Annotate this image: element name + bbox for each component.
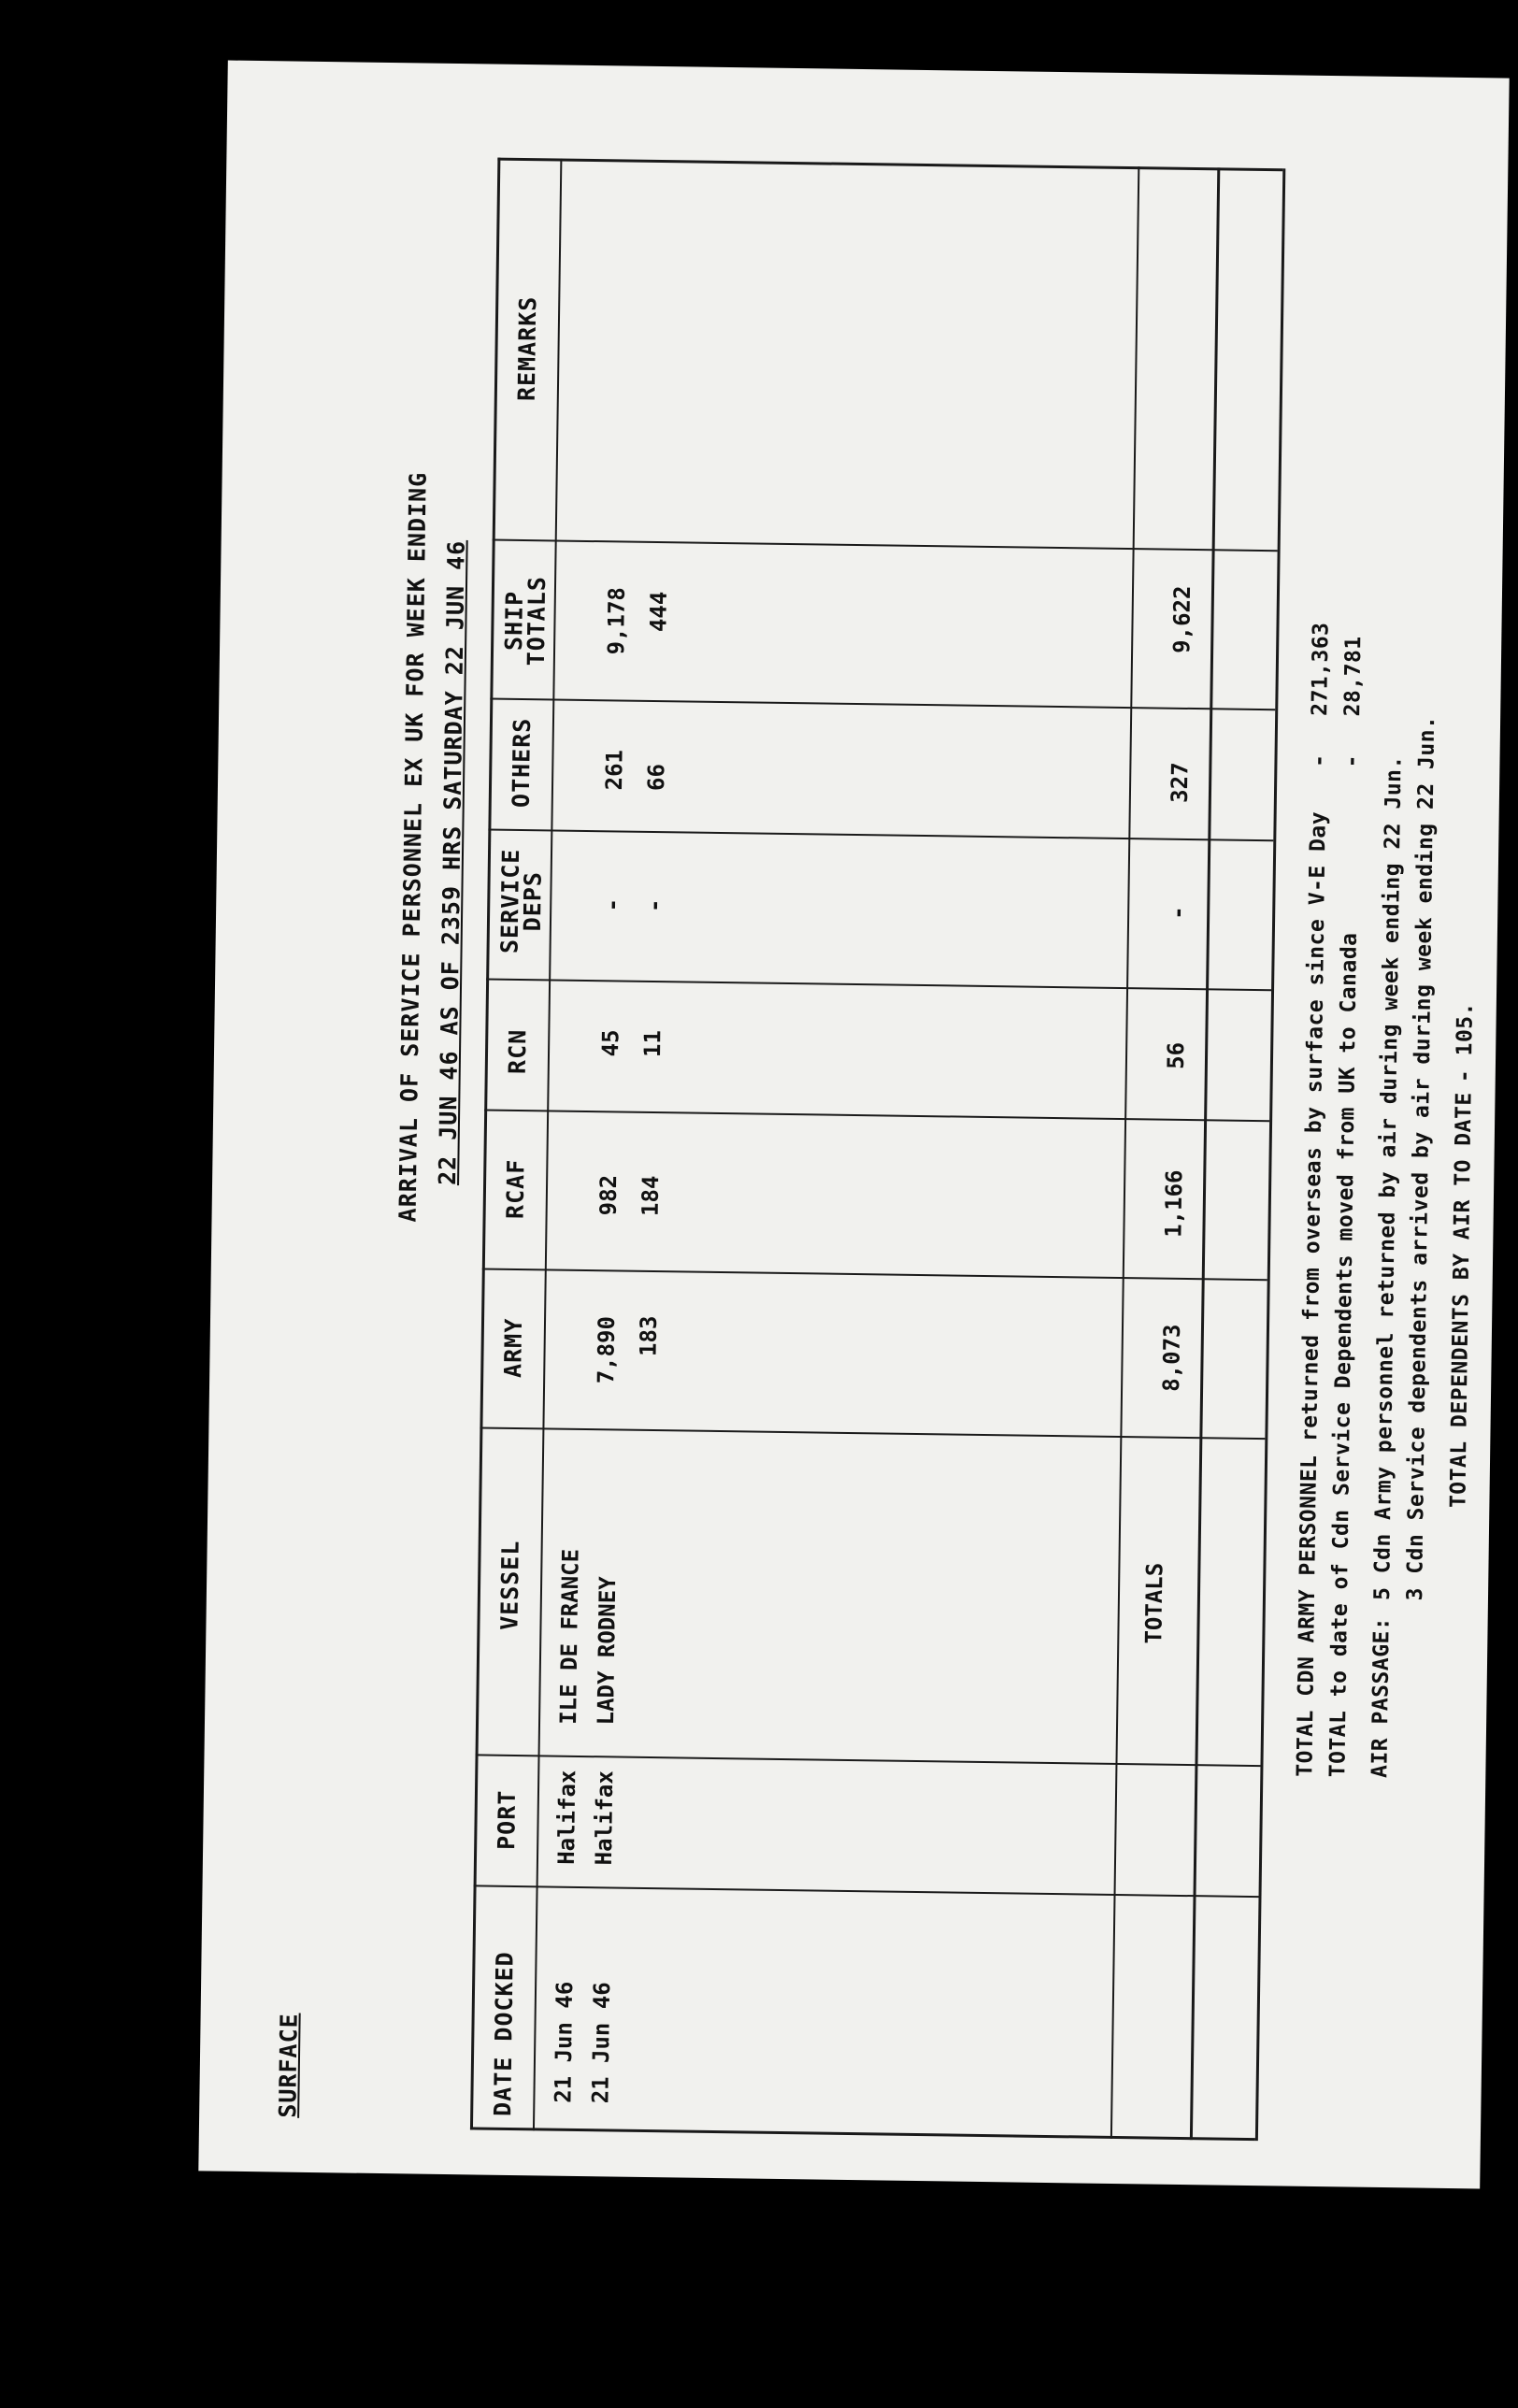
summary-line-army-value: 271,363 xyxy=(1308,622,1334,717)
col-header-vessel: VESSEL xyxy=(495,1540,524,1631)
totals-label: TOTALS xyxy=(1140,1562,1168,1644)
row1-rcaf: 982 xyxy=(594,1174,623,1216)
total-dependents-label: TOTAL DEPENDENTS BY AIR TO DATE xyxy=(1446,1092,1477,1509)
totals-rcn: 56 xyxy=(1162,1041,1190,1069)
row1-service-deps: - xyxy=(599,897,626,912)
row1-others: 261 xyxy=(600,749,628,791)
total-dependents-value: - 105. xyxy=(1452,1001,1478,1083)
row1-port: Halifax xyxy=(552,1770,581,1865)
summary-line-army: TOTAL CDN ARMY PERSONNEL returned from overseas by surface since V-E Day xyxy=(1293,810,1331,1777)
document-subtitle: 22 JUN 46 AS OF 2359 HRS SATURDAY 22 JUN 46 xyxy=(434,539,470,1186)
col-header-service-deps: SERVICE DEPS xyxy=(495,848,547,954)
totals-ship-totals: 9,622 xyxy=(1168,585,1196,654)
totals-rcaf: 1,166 xyxy=(1160,1169,1188,1238)
row1-army: 7,890 xyxy=(593,1315,621,1384)
row2-rcn: 11 xyxy=(638,1029,666,1058)
air-passage-label: AIR PASSAGE: xyxy=(1368,1616,1395,1779)
totals-others: 327 xyxy=(1166,762,1194,804)
col-header-army: ARMY xyxy=(499,1317,528,1379)
col-header-rcaf: RCAF xyxy=(501,1158,530,1220)
row1-rcn: 45 xyxy=(596,1029,624,1057)
row1-date: 21 Jun 46 xyxy=(550,1981,579,2103)
summary-line-dependents-value: 28,781 xyxy=(1340,636,1367,717)
totals-army: 8,073 xyxy=(1158,1324,1186,1392)
section-label: SURFACE xyxy=(274,2013,303,2118)
row1-vessel: ILE DE FRANCE xyxy=(555,1548,584,1725)
totals-service-deps: - xyxy=(1165,906,1192,921)
row2-service-deps: - xyxy=(641,898,668,913)
row2-port: Halifax xyxy=(590,1770,619,1866)
col-header-rcn: RCN xyxy=(503,1028,532,1075)
row2-vessel: LADY RODNEY xyxy=(593,1576,622,1726)
row2-army: 183 xyxy=(635,1315,663,1357)
document-title: ARRIVAL OF SERVICE PERSONNEL EX UK FOR WEEK ENDING xyxy=(394,471,432,1223)
air-passage-line-2: 3 Cdn Service dependents arrived by air during week ending 22 Jun. xyxy=(1402,715,1440,1601)
rotated-content xyxy=(269,146,1518,2154)
col-header-others: OTHERS xyxy=(507,717,537,809)
document-page xyxy=(198,61,1509,2189)
summary-line-dependents: TOTAL to date of Cdn Service Dependents moved from UK to Canada xyxy=(1325,932,1362,1778)
row2-rcaf: 184 xyxy=(637,1175,665,1217)
col-header-ship-totals: SHIP TOTALS xyxy=(500,575,551,666)
table xyxy=(269,146,1518,2154)
air-passage-line-1: 5 Cdn Army personnel returned by air during week ending 22 Jun. xyxy=(1369,754,1407,1601)
summary-line-army-dash: - xyxy=(1307,753,1332,768)
row2-date: 21 Jun 46 xyxy=(587,1982,616,2104)
col-header-remarks: REMARKS xyxy=(512,295,542,402)
row2-ship-totals: 444 xyxy=(645,591,672,633)
col-header-port: PORT xyxy=(493,1789,522,1851)
row1-ship-totals: 9,178 xyxy=(602,586,630,655)
col-header-date-docked: DATE DOCKED xyxy=(489,1951,519,2117)
row2-others: 66 xyxy=(642,763,670,792)
summary-line-dependents-dash: - xyxy=(1339,753,1365,768)
